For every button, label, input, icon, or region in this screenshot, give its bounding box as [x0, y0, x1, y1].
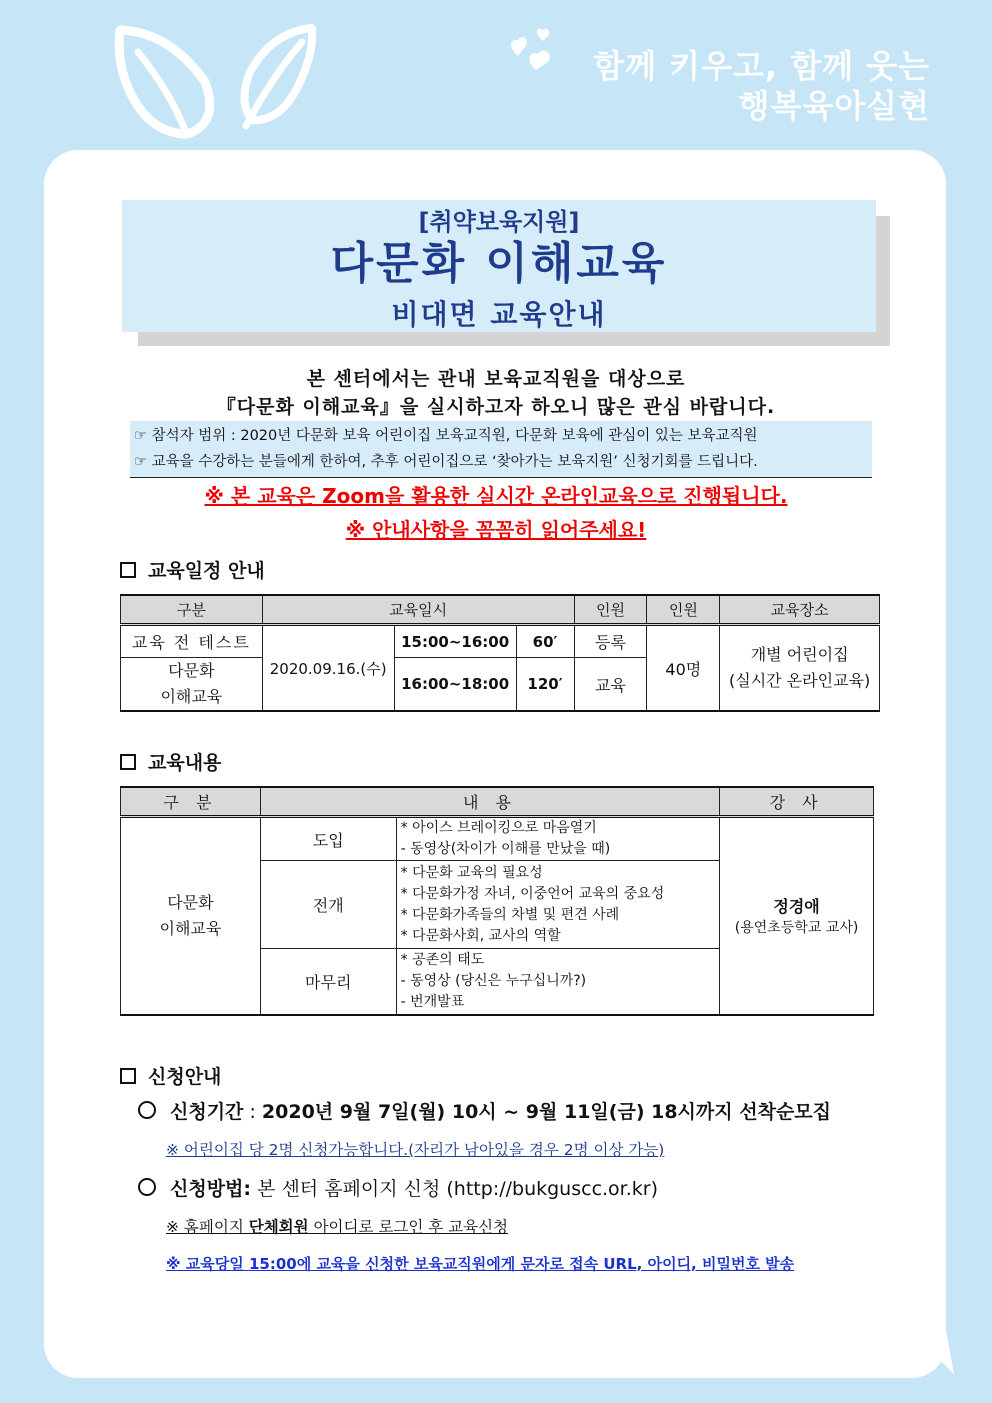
title-sub: [취약보육지원] — [418, 208, 580, 236]
time-2: 16:00~18:00 — [394, 658, 516, 712]
section-apply-title: 신청안내 — [148, 1066, 222, 1088]
apply-final-note: ※ 교육당일 15:00에 교육을 신청한 보육교직원에게 문자로 접속 URL, 아이디, 비밀번호 발송 — [166, 1255, 795, 1273]
stage-closing: 마무리 — [260, 949, 396, 1015]
content-category-b: 이해교육 — [159, 918, 222, 938]
page-title: 다문화 이해교육 — [330, 238, 668, 289]
row-education-label-a: 다문화 — [168, 661, 215, 680]
stage-develop-items — [396, 861, 720, 949]
time-1: 15:00~16:00 — [394, 625, 516, 658]
apply-method-value: 본 센터 홈페이지 신청 (http://bukguscc.or.kr) — [251, 1178, 659, 1200]
note-visit-support: ☞ 교육을 수강하는 분들에게 한하여, 추후 어린이집으로 ‘찾아가는 보육지원’ 신청기회를 드립니다. — [134, 454, 758, 470]
apply-method — [138, 1174, 658, 1201]
note-participants: ☞ 참석자 범위 : 2020년 다문화 보육 어린이집 보육교직원, 다문화 보육에 관심이 있는 보육교직원 — [134, 428, 758, 444]
list-item: - 동영상(차이가 이해를 만났을 때) — [400, 841, 611, 857]
list-item: - 번개발표 — [400, 993, 465, 1010]
content-category-a: 다문화 — [167, 892, 214, 912]
alert-zoom-text: ※ 본 교육은 Zoom을 활용한 실시간 온라인교육으로 진행됩니다. — [204, 484, 788, 508]
row-education-label-b: 이해교육 — [160, 687, 223, 706]
slogan — [593, 46, 930, 126]
list-item: * 다문화 교육의 필요성 — [400, 864, 543, 881]
hearts-icon — [506, 26, 566, 76]
alert-read-text: ※ 안내사항을 꼼꼼히 읽어주세요! — [345, 518, 647, 542]
header-instructor: 강 사 — [720, 787, 874, 817]
schedule-count: 40명 — [647, 625, 720, 712]
method-note-bold: 단체회원 — [248, 1218, 309, 1236]
apply-period-sep: : — [243, 1101, 262, 1123]
schedule-place — [720, 625, 880, 712]
section-schedule — [120, 556, 265, 583]
kind-1: 등록 — [574, 625, 647, 658]
content-table — [120, 786, 874, 1016]
slogan-line2: 행복육아실현 — [738, 87, 930, 125]
title-box — [122, 200, 876, 332]
apply-period-note: ※ 어린이집 당 2명 신청가능합니다.(자리가 남아있을 경우 2명 이상 가능) — [166, 1141, 665, 1159]
content-category — [121, 817, 261, 1015]
place-line1: 개별 어린이집 — [750, 645, 849, 664]
alert-zoom — [0, 480, 992, 509]
header-datetime: 교육일시 — [262, 595, 574, 625]
apply-method-label: 신청방법: — [170, 1178, 252, 1200]
list-item: * 다문화가정 자녀, 이중언어 교육의 중요성 — [400, 885, 665, 902]
kind-2: 교육 — [574, 658, 647, 712]
schedule-date: 2020.09.16.(수) — [262, 625, 394, 712]
method-note-pre: ※ 홈페이지 — [166, 1218, 249, 1236]
apply-period-value: 2020년 9월 7일(월) 10시 ~ 9월 11일(금) 18시까지 선착순모집 — [261, 1101, 832, 1123]
list-item: - 동영상 (당신은 누구십니까?) — [400, 972, 587, 989]
section-content — [120, 748, 221, 775]
checkbox-icon — [120, 754, 136, 770]
apply-method-note — [166, 1215, 508, 1237]
place-line2: (실시간 온라인교육) — [729, 671, 871, 690]
stage-intro: 도입 — [260, 817, 396, 861]
notes-box — [130, 421, 872, 478]
title-bottom: 비대면 교육안내 — [391, 298, 607, 331]
section-schedule-title: 교육일정 안내 — [148, 560, 265, 582]
header-contents: 내 용 — [260, 787, 719, 817]
duration-2: 120′ — [516, 658, 574, 712]
section-apply — [120, 1062, 221, 1089]
row-education-label — [121, 658, 263, 712]
intro-line2: 『다문화 이해교육』을 실시하고자 하오니 많은 관심 바랍니다. — [216, 396, 776, 418]
leaf-right-icon — [232, 22, 322, 132]
header-people-1: 인원 — [574, 595, 647, 625]
checkbox-icon — [120, 1068, 136, 1084]
card-tail — [910, 1330, 960, 1380]
method-note-post: 아이디로 로그인 후 교육신청 — [308, 1218, 509, 1236]
header-category: 구분 — [121, 595, 263, 625]
list-item: * 아이스 브레이킹으로 마음열기 — [400, 820, 597, 836]
alert-read — [0, 514, 992, 543]
stage-develop: 전개 — [260, 861, 396, 949]
section-content-title: 교육내용 — [148, 752, 222, 774]
header-place: 교육장소 — [720, 595, 880, 625]
header-people-2: 인원 — [647, 595, 720, 625]
leaf-left-icon — [110, 22, 230, 142]
duration-1: 60′ — [516, 625, 574, 658]
instructor — [720, 817, 874, 1015]
header-section: 구 분 — [121, 787, 261, 817]
apply-period-label: 신청기간 — [170, 1101, 244, 1123]
circle-bullet-icon — [138, 1101, 156, 1119]
instructor-org: (용연초등학교 교사) — [734, 920, 859, 937]
stage-closing-items — [396, 949, 720, 1015]
circle-bullet-icon — [138, 1178, 156, 1196]
row-pretest-label: 교육 전 테스트 — [121, 625, 263, 658]
apply-period — [138, 1097, 831, 1124]
list-item: * 공존의 태도 — [400, 951, 485, 968]
slogan-line1: 함께 키우고, 함께 웃는 — [593, 47, 930, 85]
checkbox-icon — [120, 562, 136, 578]
list-item: * 다문화가족들의 차별 및 편견 사례 — [400, 906, 620, 923]
stage-intro-items — [396, 817, 720, 861]
list-item: * 다문화사회, 교사의 역할 — [400, 927, 561, 944]
intro-line1: 본 센터에서는 관내 보육교직원을 대상으로 — [306, 368, 686, 390]
instructor-name: 정경애 — [773, 897, 820, 917]
schedule-table — [120, 594, 880, 712]
